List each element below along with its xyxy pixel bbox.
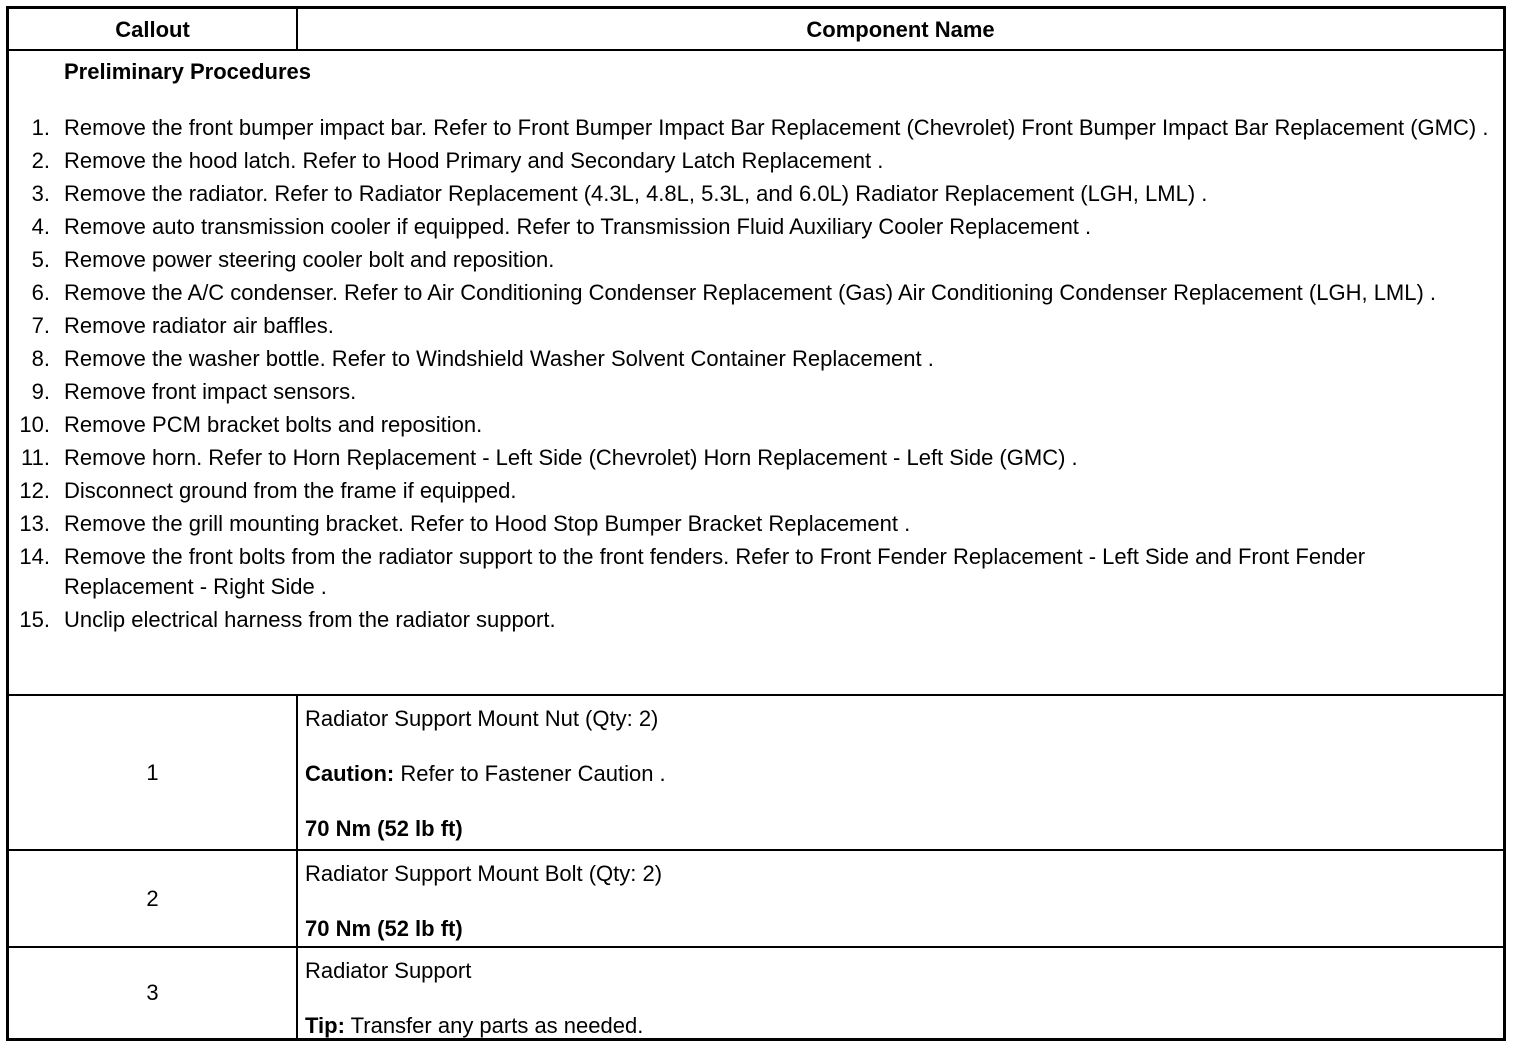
tip-text: Transfer any parts as needed.	[344, 1013, 644, 1038]
step-number: 11.	[21, 445, 50, 470]
step-number: 9.	[31, 379, 50, 404]
procedure-step	[9, 344, 1489, 374]
callout-column-header: Callout	[9, 9, 298, 49]
tip-note	[305, 1011, 1495, 1041]
step-text: Remove the radiator. Refer to Radiator Replacement (4.3L, 4.8L, 5.3L, and 6.0L) Radiator Replacement (LGH, LML) .	[64, 181, 1208, 206]
step-text: Remove horn. Refer to Horn Replacement - Left Side (Chevrolet) Horn Replacement - Left Side (GMC) .	[64, 445, 1078, 470]
table-row	[9, 851, 1503, 948]
procedure-step	[9, 245, 1489, 275]
procedure-step	[9, 410, 1489, 440]
step-number: 2.	[31, 148, 50, 173]
step-number: 6.	[31, 280, 50, 305]
procedure-step	[9, 179, 1489, 209]
table-row	[9, 696, 1503, 851]
procedure-steps-list	[9, 113, 1489, 638]
component-description	[305, 859, 1495, 944]
step-text: Remove front impact sensors.	[64, 379, 357, 404]
caution-label: Caution:	[305, 761, 395, 786]
callout-number: 3	[9, 948, 298, 1038]
step-number: 13.	[19, 511, 50, 536]
callout-number: 1	[9, 696, 298, 849]
procedure-step	[9, 146, 1489, 176]
step-number: 3.	[31, 181, 50, 206]
step-text: Remove power steering cooler bolt and reposition.	[64, 247, 555, 272]
procedure-step	[9, 605, 1489, 635]
step-number: 14.	[19, 544, 50, 569]
step-text: Remove the grill mounting bracket. Refer to Hood Stop Bumper Bracket Replacement .	[64, 511, 911, 536]
component-name-column-header: Component Name	[806, 17, 995, 42]
procedure-step	[9, 542, 1489, 602]
step-text: Remove the front bumper impact bar. Refer to Front Bumper Impact Bar Replacement (Chevrolet) Front Bumper Impact Bar Replacement (GMC) .	[64, 115, 1489, 140]
step-number: 8.	[31, 346, 50, 371]
procedure-step	[9, 443, 1489, 473]
table-header-row	[9, 9, 1503, 51]
component-description	[305, 956, 1495, 1041]
procedure-step	[9, 113, 1489, 143]
step-number: 5.	[31, 247, 50, 272]
component-name: Radiator Support Mount Bolt (Qty: 2)	[305, 861, 663, 886]
preliminary-procedures-title: Preliminary Procedures	[64, 59, 312, 84]
caution-text: Refer to Fastener Caution .	[394, 761, 666, 786]
step-number: 10.	[19, 412, 50, 437]
procedure-step	[9, 377, 1489, 407]
procedure-step	[9, 212, 1489, 242]
procedure-step	[9, 278, 1489, 308]
procedure-step	[9, 476, 1489, 506]
callout-number: 2	[9, 851, 298, 946]
step-number: 1.	[31, 115, 50, 140]
torque-spec: 70 Nm (52 lb ft)	[305, 816, 463, 841]
table-row	[9, 948, 1503, 1038]
component-name: Radiator Support	[305, 958, 472, 983]
caution-note	[305, 759, 1495, 789]
torque-spec: 70 Nm (52 lb ft)	[305, 916, 463, 941]
procedure-step	[9, 509, 1489, 539]
step-number: 12.	[19, 478, 50, 503]
step-text: Disconnect ground from the frame if equipped.	[64, 478, 517, 503]
tip-label: Tip:	[305, 1013, 345, 1038]
step-text: Remove radiator air baffles.	[64, 313, 334, 338]
step-text: Remove the hood latch. Refer to Hood Primary and Secondary Latch Replacement .	[64, 148, 884, 173]
step-text: Remove the front bolts from the radiator support to the front fenders. Refer to Front Fender Replacement - Left Side and Front Fender Replacement - Right Side .	[64, 544, 1366, 599]
component-description	[305, 704, 1495, 844]
step-number: 4.	[31, 214, 50, 239]
step-text: Remove PCM bracket bolts and reposition.	[64, 412, 483, 437]
step-text: Remove the A/C condenser. Refer to Air Conditioning Condenser Replacement (Gas) Air Conditioning Condenser Replacement (LGH, LML) .	[64, 280, 1437, 305]
step-text: Remove auto transmission cooler if equipped. Refer to Transmission Fluid Auxiliary Cooler Replacement .	[64, 214, 1092, 239]
component-table	[6, 6, 1506, 1041]
preliminary-procedures-section	[9, 51, 1503, 696]
step-text: Remove the washer bottle. Refer to Windshield Washer Solvent Container Replacement .	[64, 346, 934, 371]
procedure-step	[9, 311, 1489, 341]
step-number: 15.	[19, 607, 50, 632]
step-text: Unclip electrical harness from the radiator support.	[64, 607, 556, 632]
step-number: 7.	[31, 313, 50, 338]
component-name: Radiator Support Mount Nut (Qty: 2)	[305, 706, 659, 731]
